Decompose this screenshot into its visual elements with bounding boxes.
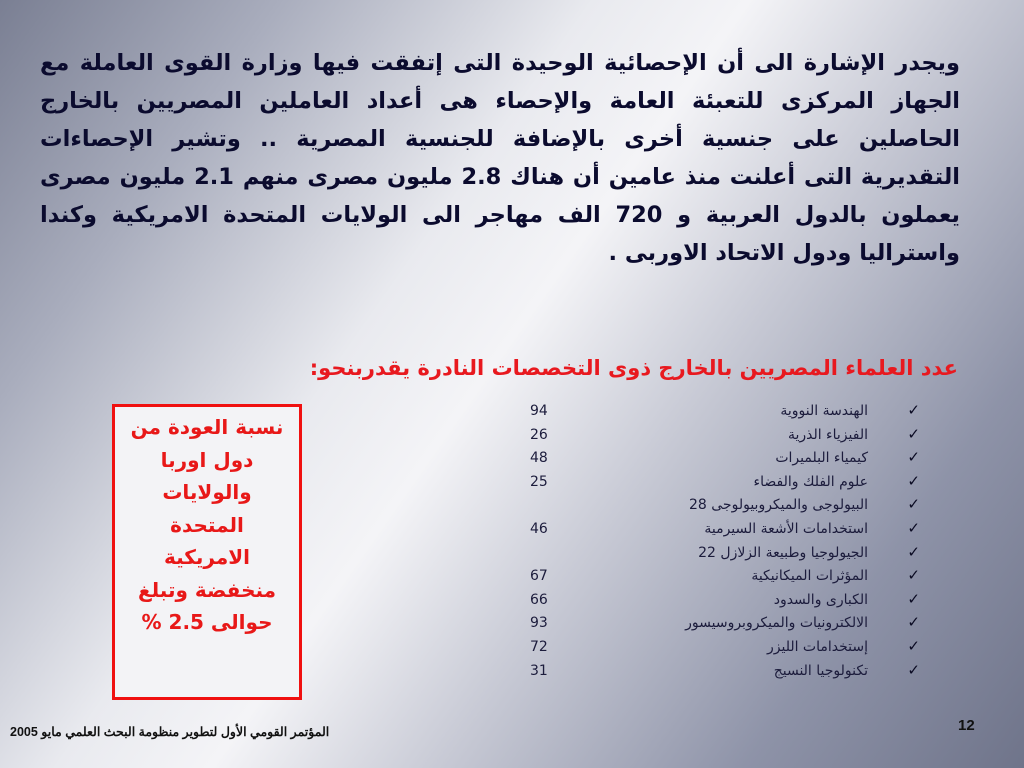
checkmark-icon: ✓ <box>907 636 920 655</box>
specialty-label <box>774 592 868 608</box>
box-line: حوالى 2.5 % <box>141 610 273 634</box>
list-item <box>520 403 920 427</box>
list-heading: عدد العلماء المصريين بالخارج ذوى التخصصات النادرة يقدربنحو: <box>309 356 958 380</box>
list-item <box>520 424 920 451</box>
specialty-label <box>780 403 868 419</box>
specialty-label <box>774 663 868 679</box>
list-item <box>520 471 920 498</box>
specialty-name: تكنولوجيا النسيج <box>773 662 868 679</box>
body-paragraph: ويجدر الإشارة الى أن الإحصائية الوحيدة التى إتفقت فيها وزارة القوى العاملة مع الجهاز المركزى للتعبئة العامة والإحصاء هى أعداد العاملين المصريين بالخارج الحاصلين على جنسية أخرى بالإضافة للجنسية المصرية .. وتشير الإحصاءات التقديرية التى أعلنت منذ عامين أن هناك 2.8 مليون مصرى منهم 2.1 مليون مصرى يعملون بالدول العربية و 720 الف مهاجر الى الولايات المتحدة الامريكية وكندا واستراليا ودول الاتحاد الاوربى . <box>40 50 961 266</box>
specialty-label <box>754 474 868 490</box>
specialty-count: 22 <box>698 544 716 561</box>
specialty-name: البيولوجى والميكروبيولوجى <box>711 497 868 514</box>
box-line: نسبة العودة من <box>130 415 284 439</box>
specialty-count: 28 <box>688 497 707 514</box>
box-line: والولايات <box>162 480 252 504</box>
checkmark-icon: ✓ <box>907 542 920 561</box>
specialty-label <box>751 568 868 584</box>
specialty-name: الكبارى والسدود <box>773 591 868 608</box>
specialty-name: استخدامات الأشعة السيرمية <box>704 520 868 537</box>
checkmark-icon: ✓ <box>907 424 920 443</box>
specialty-label <box>685 615 868 631</box>
specialty-name: الفيزياء الذرية <box>787 426 868 443</box>
checkmark-icon: ✓ <box>907 448 920 467</box>
specialty-name: كيمياء البلميرات <box>775 450 868 467</box>
specialty-label <box>767 639 868 655</box>
list-item <box>520 589 920 616</box>
checkmark-icon: ✓ <box>907 471 920 490</box>
checkmark-icon: ✓ <box>907 401 920 419</box>
specialty-label <box>775 450 868 466</box>
specialty-name: الجيولوجيا وطبيعة الزلازل <box>720 544 868 561</box>
specialty-label <box>704 521 868 537</box>
list-item <box>520 615 920 639</box>
specialty-count: 67 <box>530 568 548 585</box>
specialty-count: 72 <box>530 638 548 655</box>
checkmark-icon: ✓ <box>907 589 920 608</box>
list-item <box>520 542 920 569</box>
list-item <box>520 497 920 521</box>
specialty-label <box>698 545 868 561</box>
checkmark-icon: ✓ <box>907 566 920 585</box>
specialty-count: 46 <box>530 520 548 537</box>
return-rate-box <box>112 404 302 700</box>
specialty-count: 94 <box>530 403 548 419</box>
checkmark-icon: ✓ <box>907 495 920 514</box>
specialty-name: الالكترونيات والميكروبروسيسور <box>685 615 868 632</box>
specialty-count: 31 <box>530 662 548 679</box>
checkmark-icon: ✓ <box>907 518 920 537</box>
list-item <box>520 518 920 545</box>
specialty-count: 26 <box>530 426 548 443</box>
specialty-count: 48 <box>530 450 548 467</box>
page-number: 12 <box>958 717 975 734</box>
specialty-label <box>788 427 868 443</box>
list-item <box>520 450 920 474</box>
list-item <box>520 636 920 663</box>
specialty-count: 93 <box>530 615 548 632</box>
specialty-label <box>689 497 868 513</box>
specialty-name: علوم الفلك والفضاء <box>753 473 868 490</box>
list-item <box>520 660 920 687</box>
specialty-count: 25 <box>530 473 548 490</box>
checkmark-icon: ✓ <box>907 660 920 679</box>
list-item <box>520 568 920 592</box>
conference-footer: المؤتمر القومي الأول لتطوير منظومة البحث العلمي مايو 2005 <box>10 725 330 739</box>
specialty-name: إستخدامات الليزر <box>766 638 868 655</box>
specialty-name: الهندسة النووية <box>780 403 868 419</box>
specialty-name: المؤثرات الميكانيكية <box>751 568 868 585</box>
box-line: المتحدة <box>170 512 244 537</box>
box-line: دول اوربا <box>160 447 254 472</box>
checkmark-icon: ✓ <box>907 613 920 632</box>
box-line: الامريكية <box>163 545 250 569</box>
box-line: منخفضة وتبلغ <box>137 577 277 602</box>
specialty-count: 66 <box>530 591 548 608</box>
specialties-list <box>520 403 920 686</box>
